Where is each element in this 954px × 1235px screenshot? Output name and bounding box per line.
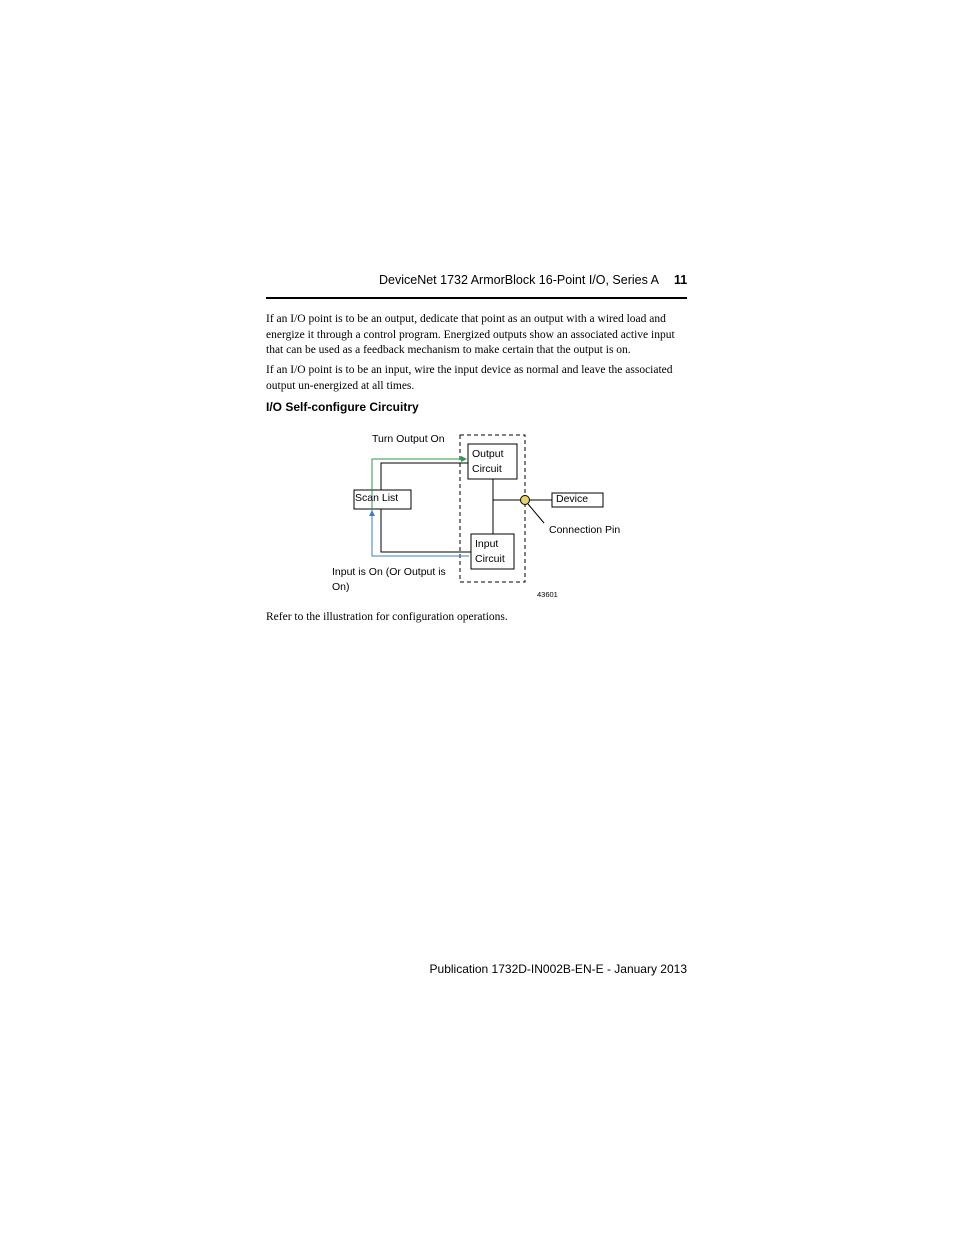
section-heading: I/O Self-configure Circuitry: [266, 400, 419, 414]
input-is-on-label-1: Input is On (Or Output is: [332, 566, 446, 578]
running-header-title: DeviceNet 1732 ArmorBlock 16-Point I/O, Series A: [379, 273, 659, 287]
paragraph-output: If an I/O point is to be an output, dedicate that point as an output with a wired load and energize it through a control program. Energized outputs show an associated active input that can be used as a feedback mechanism to make certain that the output is on.: [266, 313, 675, 356]
paragraph-input: If an I/O point is to be an input, wire the input device as normal and leave the associated output un-energized at all times.: [266, 364, 673, 392]
publication-footer: Publication 1732D-IN002B-EN-E - January 2013: [429, 962, 687, 976]
scan-to-output-wire: [381, 463, 468, 490]
input-is-on-arrow: [372, 511, 469, 556]
scan-list-label: Scan List: [355, 492, 399, 504]
caption-text: Refer to the illustration for configuration operations.: [266, 611, 508, 623]
connection-pin-leader: [528, 504, 544, 523]
output-circuit-label-1: Output: [472, 448, 504, 460]
output-circuit-label-2: Circuit: [472, 463, 502, 475]
input-circuit-label-2: Circuit: [475, 553, 505, 565]
connection-pin-label: Connection Pin: [549, 524, 621, 536]
input-circuit-label-1: Input: [475, 538, 499, 550]
page-number: 11: [674, 273, 688, 287]
input-is-on-label-2: On): [332, 581, 350, 593]
connection-pin-icon: [521, 496, 530, 505]
figure-number: 43601: [537, 590, 558, 599]
turn-output-on-label: Turn Output On: [372, 433, 445, 445]
scan-to-input-wire: [381, 509, 471, 552]
device-label: Device: [556, 493, 589, 505]
